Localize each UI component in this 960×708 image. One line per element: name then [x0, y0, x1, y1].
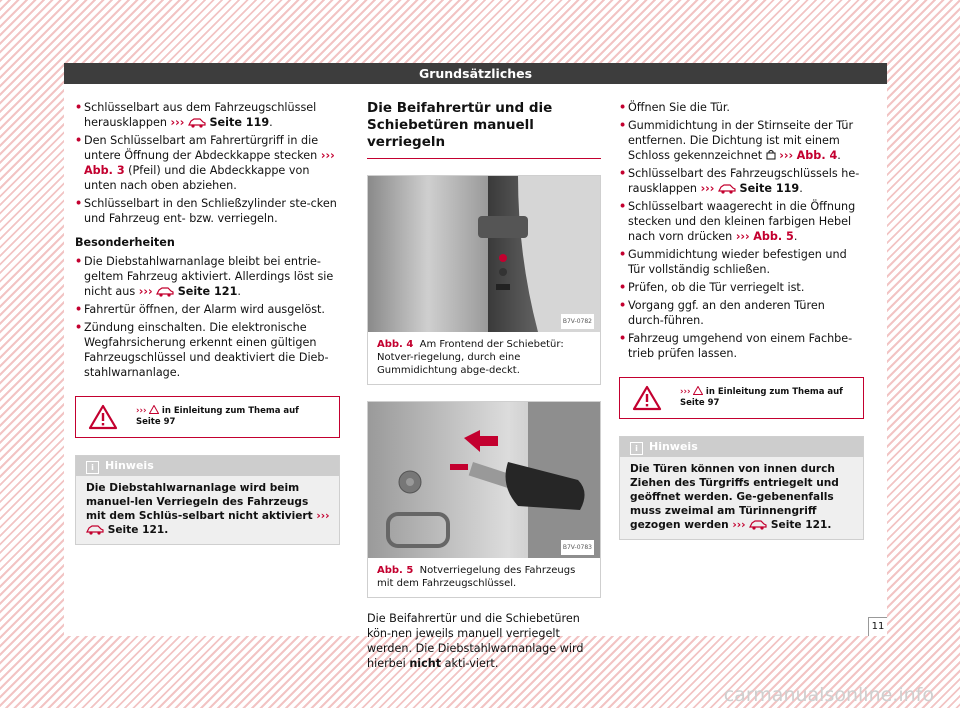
list-item: • Schlüsselbart in den Schließzylinder ste-cken und Fahrzeug ent- bzw. verriegeln.: [75, 197, 337, 225]
figure-5-image: [368, 402, 600, 558]
page-link[interactable]: Seite 97: [136, 417, 176, 427]
list-item: • Den Schlüsselbart am Fahrertürgriff in die untere Öffnung der Abdeckkappe stecken ››› Abb. 3 (Pfeil) und die Abdeckkappe von unten nach oben abziehen.: [75, 134, 335, 192]
list-item: • Gummidichtung wieder befestigen und Tür vollständig schließen.: [619, 248, 847, 276]
list-item: • Fahrzeug umgehend von einem Fachbe-trieb prüfen lassen.: [619, 332, 853, 360]
lock-icon: [766, 149, 776, 160]
page-link[interactable]: Seite 121: [107, 524, 165, 536]
car-icon: [86, 524, 104, 535]
key-lock-illustration: [368, 402, 600, 558]
list-item: • Schlüsselbart waagerecht in die Öffnung stecken und den kleinen farbigen Hebel nach vorn drücken ››› Abb. 5.: [619, 200, 856, 243]
column-right: [619, 100, 864, 540]
warning-icon: [632, 385, 662, 411]
page-link[interactable]: Seite 121: [770, 519, 828, 531]
info-icon: i: [630, 442, 643, 455]
warning-box: ››› in Einleitung zum Thema auf Seite 97: [75, 396, 340, 438]
section-title: Die Beifahrertür und die Schiebetüren manuell verriegeln: [367, 100, 601, 159]
list-item: • Schlüsselbart des Fahrzeugschlüssels he-rausklappen ››› Seite 119.: [619, 167, 860, 195]
list-item: • Öffnen Sie die Tür.: [619, 101, 730, 114]
page-number: 11: [868, 617, 887, 636]
hint-box: i Hinweis Die Türen können von innen durch Ziehen des Türgriffs entriegelt und geöffnet werden. Ge-gebenenfalls muss zweimal am Türinnengriff gezogen werden ››› Seite 121.: [619, 436, 864, 540]
watermark: carmanualsonline.info: [723, 684, 934, 706]
figure-caption: Abb. 5 Notverriegelung des Fahrzeugs mit dem Fahrzeugschlüssel.: [377, 565, 576, 589]
car-icon: [749, 519, 767, 530]
column-middle: [367, 100, 601, 671]
paragraph: Die Beifahrertür und die Schiebetüren kön-nen jeweils manuell verriegelt werden. Die Diebstahlwarnanlage wird hierbei nicht akti-viert.: [367, 612, 584, 670]
figure-code: B7V-0783: [561, 540, 594, 555]
figure-4-image: [368, 176, 600, 332]
hint-box: i Hinweis Die Diebstahlwarnanlage wird beim manuel-len Verriegeln des Fahrzeugs mit dem Schlüs-selbart nicht aktiviert ››› Seite 121.: [75, 455, 340, 545]
list-item: • Gummidichtung in der Stirnseite der Tür entfernen. Die Dichtung ist mit einem Schloss gekennzeichnet ››› Abb. 4.: [619, 119, 854, 162]
info-icon: i: [86, 461, 99, 474]
column-left: [75, 100, 340, 545]
warning-small-icon: [693, 386, 703, 395]
list-item: • Prüfen, ob die Tür verriegelt ist.: [619, 281, 805, 294]
car-icon: [188, 117, 206, 128]
page-header: Grundsätzliches: [64, 63, 887, 84]
figure-caption: Abb. 4 Am Frontend der Schiebetür: Notver-riegelung, durch eine Gummidichtung abge-deckt.: [377, 339, 564, 376]
list-item: • Vorgang ggf. an den anderen Türen durch-führen.: [619, 299, 825, 327]
car-icon: [156, 286, 174, 297]
list-item: • Die Diebstahlwarnanlage bleibt bei entrie-geltem Fahrzeug aktiviert. Allerdings löst sie nicht aus ››› Seite 121.: [75, 255, 334, 298]
figure-link[interactable]: Abb. 4: [796, 149, 838, 162]
figure-link[interactable]: Abb. 3: [84, 164, 125, 177]
page-link[interactable]: Seite 97: [680, 398, 720, 408]
page-link[interactable]: Seite 119: [209, 116, 270, 129]
page-link[interactable]: Seite 121: [177, 285, 238, 298]
manual-page: [64, 63, 887, 670]
car-icon: [718, 183, 736, 194]
page-link[interactable]: Seite 119: [739, 182, 800, 195]
figure-5: [367, 401, 601, 598]
list-item: • Zündung einschalten. Die elektronische Wegfahrsicherung erkennt einen gültigen Fahrzeugschlüssel und deaktiviert die Dieb-stahlwarnanlage.: [75, 321, 329, 379]
figure-code: B7V-0782: [561, 314, 594, 329]
warning-icon: [88, 404, 118, 430]
figure-4: [367, 175, 601, 385]
door-lock-illustration: [368, 176, 600, 332]
list-item: • Schlüsselbart aus dem Fahrzeugschlüssel herausklappen ››› Seite 119.: [75, 101, 317, 129]
warning-small-icon: [149, 405, 159, 414]
warning-box: ››› in Einleitung zum Thema auf Seite 97: [619, 377, 864, 419]
section-heading: Besonderheiten: [75, 236, 175, 249]
figure-link[interactable]: Abb. 5: [753, 230, 794, 243]
list-item: • Fahrertür öffnen, der Alarm wird ausgelöst.: [75, 303, 325, 316]
